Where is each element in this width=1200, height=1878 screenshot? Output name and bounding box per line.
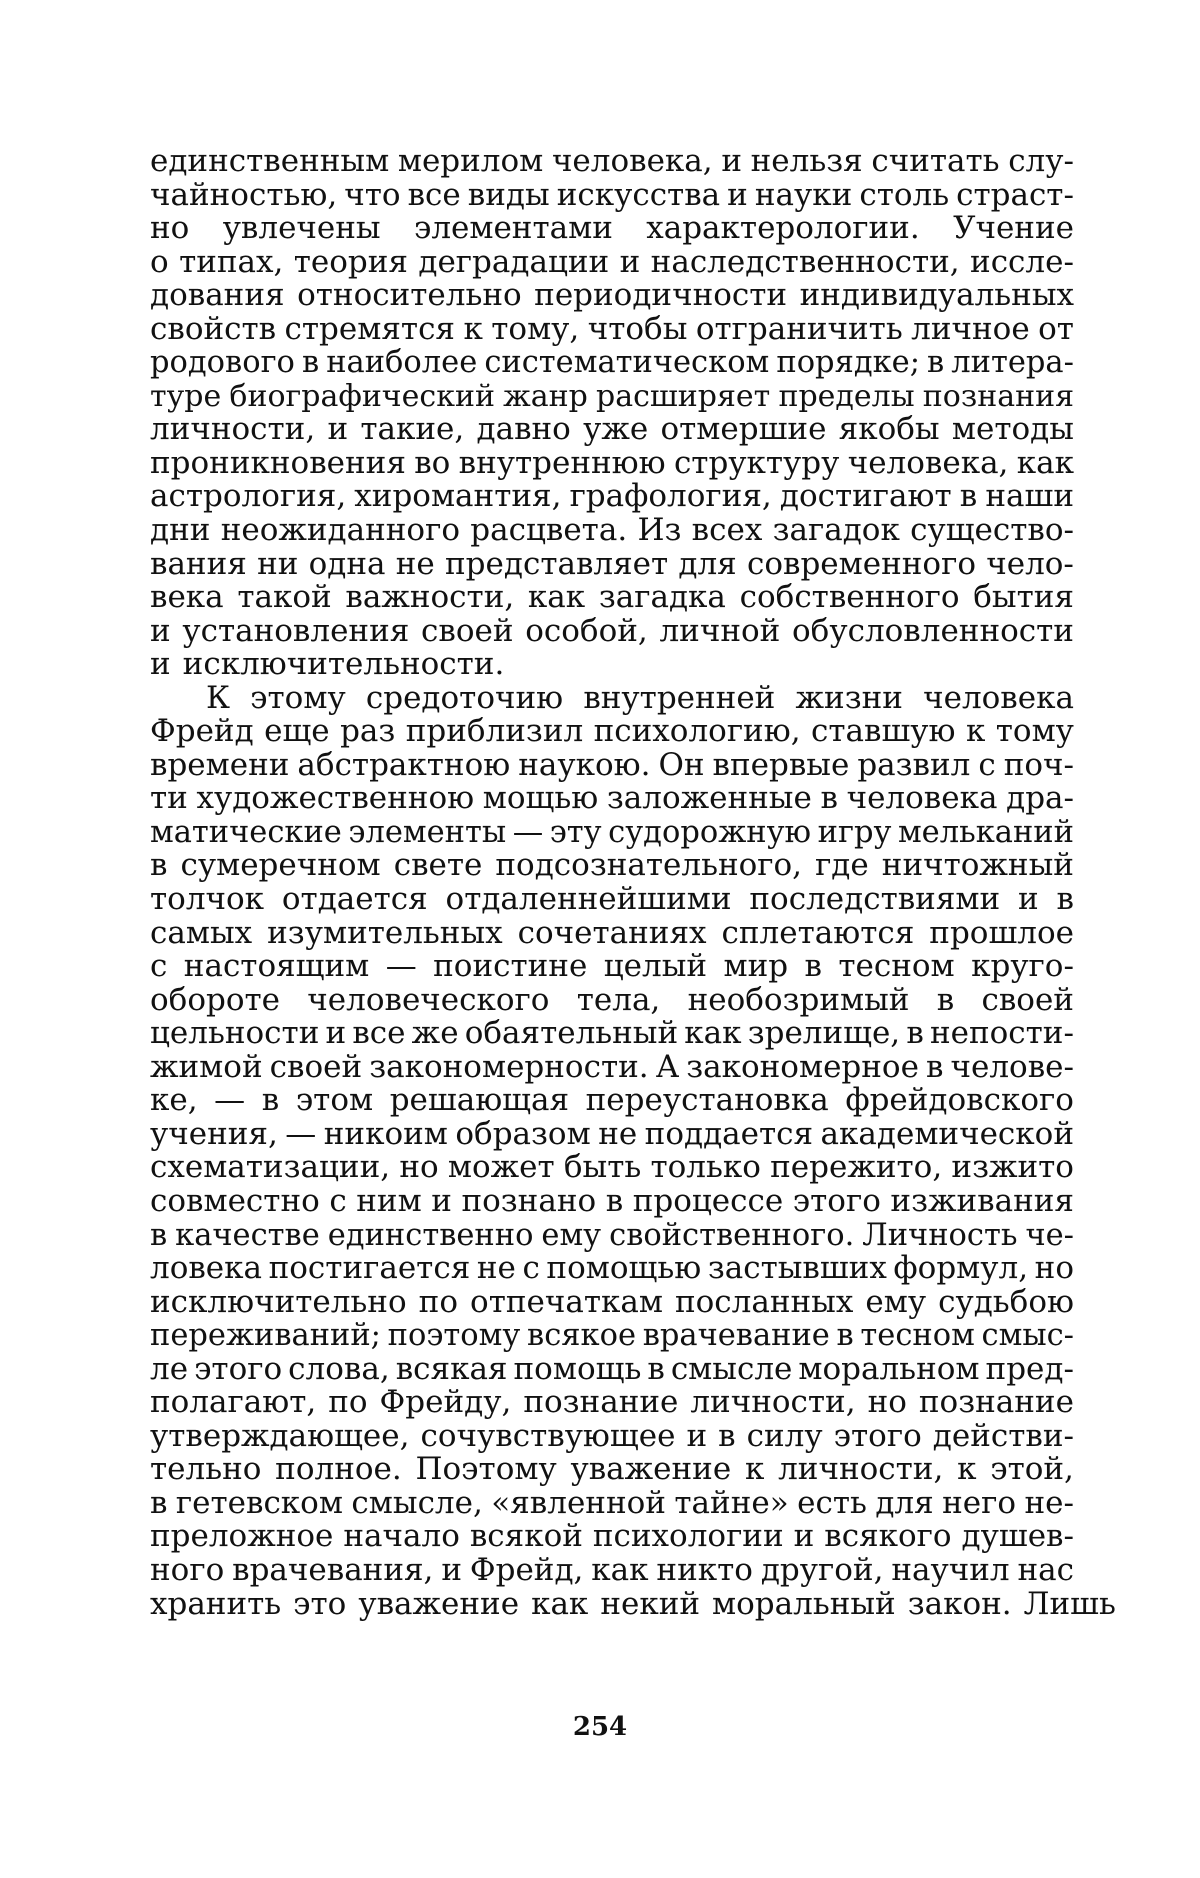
text-line: переживаний; поэтому всякое врачевание в тесном смыс- [150, 1318, 1074, 1354]
text-line: ке, — в этом решающая переустановка фрейдовского [150, 1082, 1074, 1119]
text-line: жимой своей закономерности. А закономерное в челове- [150, 1048, 1074, 1085]
text-line: вания ни одна не представляет для современного чело- [150, 545, 1074, 582]
text-line: личности, и такие, давно уже отмершие якобы методы [150, 411, 1074, 448]
text-line: времени абстрактною наукою. Он впервые развил с поч- [150, 746, 1074, 783]
text-line: схематизации, но может быть только пережито, изжито [150, 1149, 1074, 1186]
text-line: в сумеречном свете подсознательного, где ничтожный [150, 847, 1074, 884]
text-line: единственным мерилом человека, и нельзя считать слу- [150, 143, 1074, 179]
text-line: о типах, теория деградации и наследственности, иссле- [150, 243, 1074, 280]
text-line: совместно с ним и познано в процессе этого изживания [150, 1182, 1074, 1219]
text-line: толчок отдается отдаленнейшими последствиями и в [150, 881, 1074, 918]
text-line: преложное начало всякой психологии и всякого душев- [150, 1518, 1074, 1555]
text-line: века такой важности, как загадка собственного бытия [150, 579, 1074, 616]
text-line: учения, — никоим образом не поддается академической [150, 1115, 1074, 1152]
text-line: тельно полное. Поэтому уважение к личности, к этой, [150, 1451, 1074, 1488]
text-line: ти художественною мощью заложенные в человека дра- [150, 780, 1074, 817]
text-line: самых изумительных сочетаниях сплетаются прошлое [150, 914, 1074, 951]
text-line: дни неожиданного расцвета. Из всех загадок существо- [150, 512, 1074, 549]
text-line: свойств стремятся к тому, чтобы отграничить личное от [150, 310, 1074, 347]
text-line: цельности и все же обаятельный как зрелище, в непости- [150, 1015, 1074, 1052]
text-line: туре биографический жанр расширяет пределы познания [150, 378, 1074, 414]
text-line: в гетевском смысле, «явленной тайне» есть для него не- [150, 1484, 1074, 1521]
paragraph [150, 145, 1074, 682]
paragraph [150, 679, 1116, 1622]
text-line: но увлечены элементами характерологии. Учение [150, 210, 1074, 247]
text-line: Фрейд еще раз приблизил психологию, ставшую к тому [150, 713, 1074, 750]
text-line: ле этого слова, всякая помощь в смысле моральном пред- [150, 1350, 1074, 1387]
text-line: и исключительности. [150, 646, 505, 683]
text-line: родового в наиболее систематическом порядке; в литера- [150, 345, 1074, 381]
text-line: полагают, по Фрейду, познание личности, но познание [150, 1384, 1074, 1421]
text-line: обороте человеческого тела, необозримый в своей [150, 981, 1074, 1018]
text-line: утверждающее, сочувствующее и в силу этого действи- [150, 1417, 1074, 1454]
text-line: ловека постигается не с помощью застывших формул, но [150, 1250, 1074, 1287]
text-line: с настоящим — поистине целый мир в тесном круго- [150, 948, 1074, 985]
text-line: астрология, хиромантия, графология, достигают в наши [150, 478, 1074, 515]
body-text [150, 143, 1116, 1622]
text-line: хранить это уважение как некий моральный закон. Лишь [150, 1585, 1116, 1622]
text-line: в качестве единственно ему свойственного. Личность че- [150, 1217, 1074, 1253]
text-line: исключительно по отпечаткам посланных ему судьбою [150, 1283, 1074, 1320]
text-line: чайностью, что все виды искусства и науки столь страст- [150, 176, 1074, 213]
page-number: 254 [572, 1712, 628, 1742]
text-line: ного врачевания, и Фрейд, как никто другой, научил нас [150, 1551, 1074, 1588]
text-line: К этому средоточию внутренней жизни человека [206, 679, 1074, 716]
text-line: проникновения во внутреннюю структуру человека, как [150, 444, 1074, 481]
text-line: дования относительно периодичности индивидуальных [150, 277, 1074, 314]
text-line: и установления своей особой, личной обусловленности [150, 612, 1074, 649]
text-line: матические элементы — эту судорожную игру мельканий [150, 814, 1074, 850]
